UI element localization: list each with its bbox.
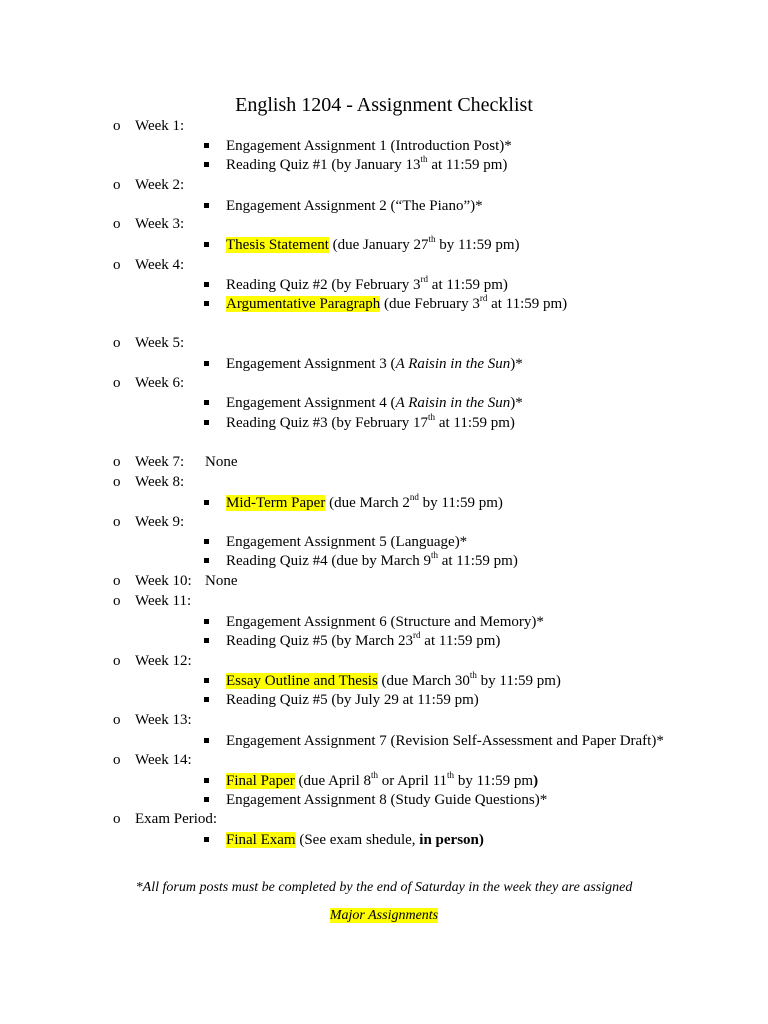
text-fragment: by 11:59 pm) <box>418 495 503 511</box>
text-fragment: Week 12: <box>135 653 192 669</box>
text-fragment: rd <box>413 630 421 640</box>
text-fragment: o <box>113 593 121 609</box>
text-fragment: at 11:59 pm) <box>427 157 508 173</box>
list-item <box>204 394 523 412</box>
text-fragment: Week 1: <box>135 118 185 134</box>
list-item <box>204 691 479 709</box>
week-8-label <box>113 473 184 491</box>
text-fragment: Week 5: <box>135 335 185 351</box>
text-fragment: at 11:59 pm) <box>435 415 515 431</box>
text-fragment: Week 4: <box>135 257 185 273</box>
text-fragment: (due April 8 <box>294 773 371 789</box>
text-fragment: (due March 2 <box>325 495 410 511</box>
text-fragment: Reading Quiz #5 (by March 23 <box>226 633 414 649</box>
text-fragment: Reading Quiz #4 (due by March 9 <box>226 553 431 569</box>
text-fragment: Engagement Assignment 4 ( <box>226 395 396 411</box>
text-fragment: Engagement Assignment 2 (“The Piano”)* <box>226 198 483 214</box>
week-14-label <box>113 751 192 769</box>
list-item <box>204 791 547 809</box>
list-item <box>204 494 503 512</box>
week-7-label <box>113 453 238 471</box>
week-4-label <box>113 256 184 274</box>
text-fragment: th <box>430 550 438 560</box>
list-item <box>204 632 500 650</box>
text-fragment: th <box>371 770 379 780</box>
text-fragment: Reading Quiz #2 (by February 3 <box>226 277 421 293</box>
text-fragment: o <box>113 454 121 470</box>
text-fragment: Week 6: <box>135 375 185 391</box>
document-title: English 1204 - Assignment Checklist <box>235 94 533 116</box>
list-item <box>204 831 484 849</box>
text-fragment: o <box>113 474 121 490</box>
week-2-label <box>113 176 184 194</box>
text-fragment: Week 7: <box>135 454 185 470</box>
week-5-label <box>113 334 184 352</box>
text-fragment: Week 3: <box>135 216 185 232</box>
major-assignment-highlight: Final Exam <box>226 832 296 848</box>
list-item <box>204 672 561 690</box>
text-fragment: th <box>428 234 436 244</box>
list-item <box>204 613 544 631</box>
text-fragment: o <box>113 811 121 827</box>
list-item <box>204 156 507 174</box>
text-fragment: Week 9: <box>135 514 185 530</box>
text-fragment: at 11:59 pm) <box>487 296 568 312</box>
text-fragment: o <box>113 514 121 530</box>
text-fragment: o <box>113 653 121 669</box>
text-fragment: o <box>113 177 121 193</box>
week-10-none: None <box>205 573 238 589</box>
text-fragment: by 11:59 pm) <box>476 673 561 689</box>
list-item <box>204 414 515 432</box>
text-fragment: )* <box>510 395 523 411</box>
text-fragment: nd <box>409 492 419 502</box>
major-assignment-highlight: Essay Outline and Thesis <box>226 673 378 689</box>
list-item <box>204 295 567 313</box>
text-fragment: Engagement Assignment 3 ( <box>226 356 396 372</box>
exam-period-label <box>113 810 217 828</box>
major-assignment-highlight: Thesis Statement <box>226 237 329 253</box>
text-fragment: Engagement Assignment 8 (Study Guide Questions)* <box>226 792 548 808</box>
week-3-label <box>113 215 184 233</box>
list-item <box>204 772 538 790</box>
text-fragment: (See exam shedule, <box>295 832 420 848</box>
text-fragment: Reading Quiz #5 (by July 29 at 11:59 pm) <box>226 692 479 708</box>
text-fragment: rd <box>479 293 488 303</box>
week-12-label <box>113 652 192 670</box>
text-fragment: Reading Quiz #3 (by February 17 <box>226 415 429 431</box>
footnote: *All forum posts must be completed by the end of Saturday in the week they are assigned <box>135 880 633 895</box>
text-fragment: Engagement Assignment 6 (Structure and Memory)* <box>226 614 544 630</box>
text-fragment: A Raisin in the Sun <box>395 356 511 372</box>
week-13-label <box>113 711 192 729</box>
text-fragment: Week 2: <box>135 177 185 193</box>
text-fragment: at 11:59 pm) <box>437 553 518 569</box>
major-assignment-highlight: Mid-Term Paper <box>226 495 326 511</box>
text-fragment: (due February 3 <box>380 296 480 312</box>
major-assignment-highlight: Argumentative Paragraph <box>226 296 381 312</box>
text-fragment: ) <box>533 773 539 789</box>
week-bullet: o <box>113 118 121 134</box>
text-fragment: Week 10: <box>135 573 192 589</box>
week-9-label <box>113 513 184 531</box>
text-fragment: Reading Quiz #1 (by January 13 <box>226 157 421 173</box>
text-fragment: o <box>113 375 121 391</box>
text-fragment: th <box>447 770 455 780</box>
list-item <box>204 732 664 750</box>
list-item <box>204 552 518 570</box>
week-10-label <box>113 572 238 590</box>
text-fragment: o <box>113 573 121 589</box>
text-fragment: (due March 30 <box>377 673 470 689</box>
text-fragment: or April 11 <box>378 773 448 789</box>
text-fragment: )* <box>510 356 523 372</box>
text-fragment: A Raisin in the Sun <box>395 395 511 411</box>
text-fragment: th <box>428 412 436 422</box>
text-fragment: at 11:59 pm) <box>420 633 501 649</box>
text-fragment: at 11:59 pm) <box>428 277 508 293</box>
text-fragment: th <box>420 154 428 164</box>
text-fragment: Engagement Assignment 1 (Introduction Post)* <box>226 138 512 154</box>
text-fragment: in person) <box>419 832 484 848</box>
text-fragment: Week 13: <box>135 712 192 728</box>
text-fragment: o <box>113 335 121 351</box>
week-1-label <box>113 117 184 135</box>
text-fragment: o <box>113 216 121 232</box>
legend-major-assignments <box>0 907 768 925</box>
text-fragment: Week 8: <box>135 474 185 490</box>
major-assignment-highlight: Final Paper <box>226 773 295 789</box>
list-item <box>204 355 523 373</box>
text-fragment: o <box>113 712 121 728</box>
text-fragment: by 11:59 pm <box>454 773 534 789</box>
text-fragment: Week 14: <box>135 752 192 768</box>
text-fragment: Exam Period: <box>135 811 218 827</box>
week-7-none: None <box>205 454 238 470</box>
list-item <box>204 197 483 215</box>
list-item <box>204 276 508 294</box>
text-fragment: o <box>113 257 121 273</box>
week-6-label <box>113 374 184 392</box>
text-fragment: o <box>113 752 121 768</box>
list-item <box>204 137 512 155</box>
text-fragment: th <box>469 670 477 680</box>
week-11-label <box>113 592 191 610</box>
text-fragment: Week 11: <box>135 593 192 609</box>
text-fragment: rd <box>420 274 429 284</box>
list-item <box>204 236 520 254</box>
text-fragment: (due January 27 <box>328 237 429 253</box>
text-fragment: Engagement Assignment 5 (Language)* <box>226 534 468 550</box>
list-item <box>204 533 467 551</box>
text-fragment: Engagement Assignment 7 (Revision Self-Assessment and Paper Draft)* <box>226 733 664 749</box>
text-fragment: Major Assignments <box>329 908 439 923</box>
text-fragment: by 11:59 pm) <box>435 237 520 253</box>
